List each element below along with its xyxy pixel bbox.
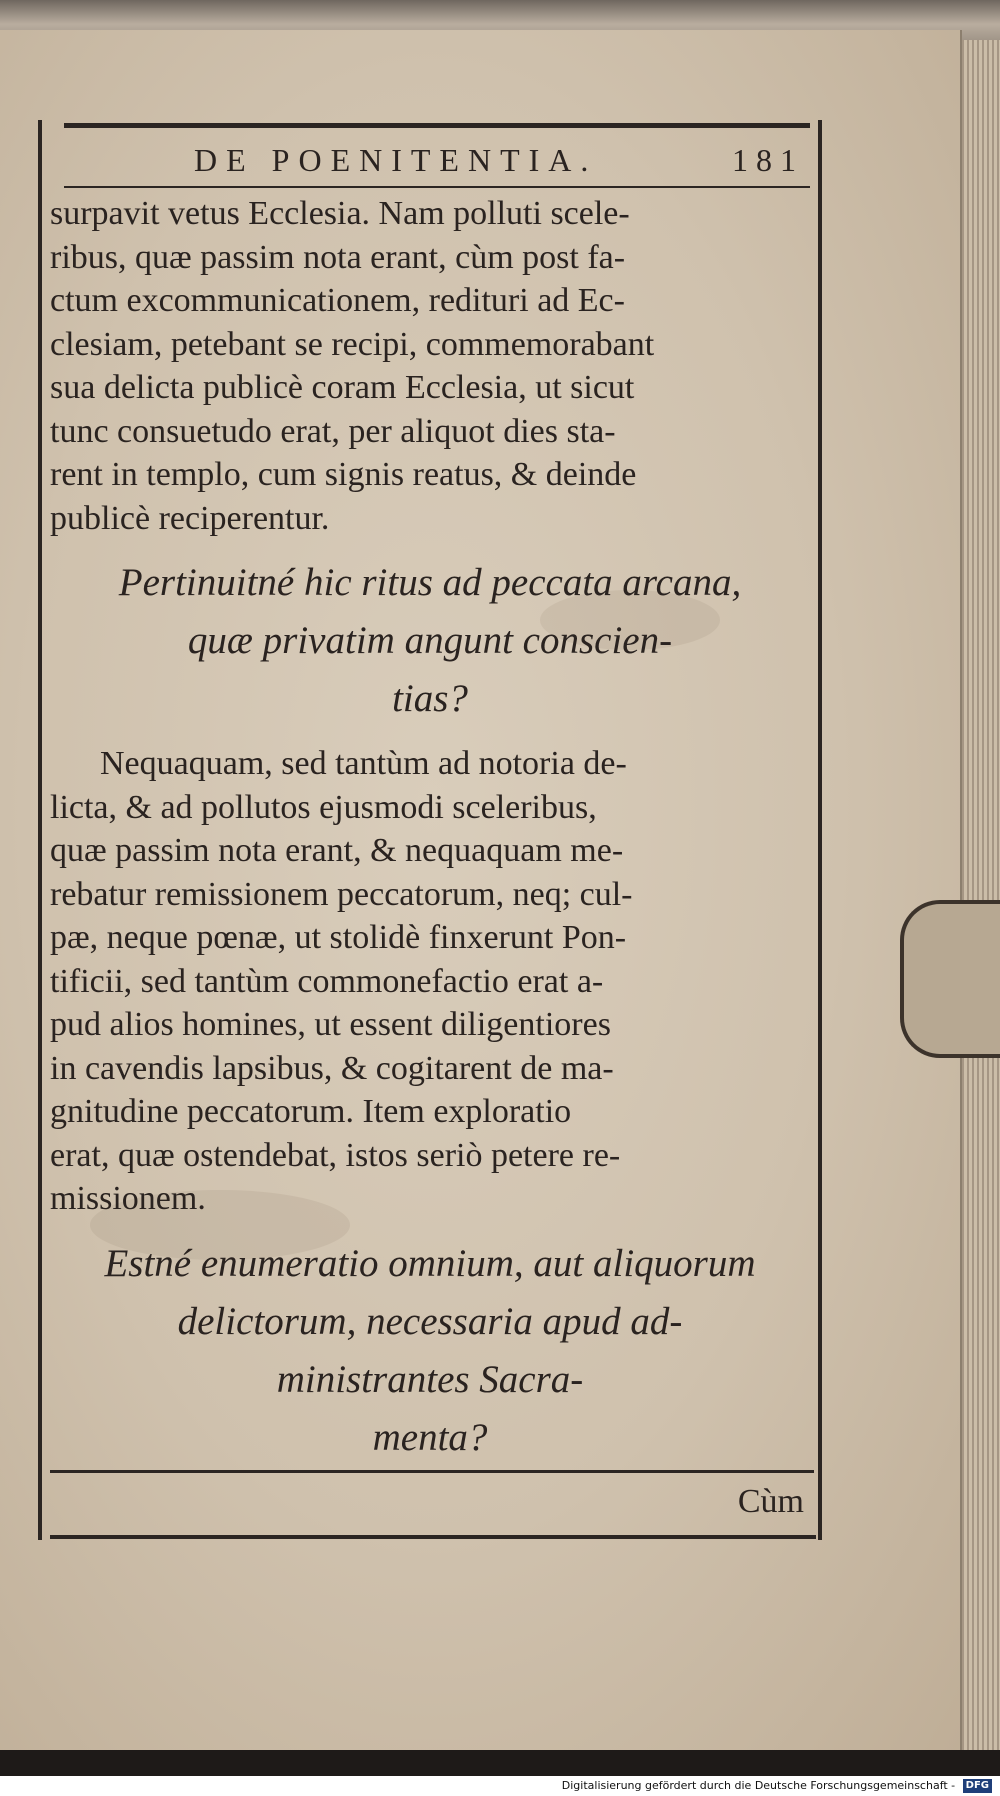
text-line: publicè reciperentur. bbox=[50, 499, 330, 537]
question-line: tias? bbox=[392, 677, 468, 720]
paragraph-2 bbox=[50, 742, 810, 1221]
digitization-footer bbox=[0, 1776, 1000, 1796]
question-heading-1 bbox=[50, 554, 810, 728]
question-line: ministrantes Sacra- bbox=[276, 1357, 584, 1401]
question-line: Estné enumeratio omnium, aut aliquorum bbox=[104, 1241, 756, 1285]
catchword: Cùm bbox=[737, 1483, 804, 1520]
text-line: licta, & ad pollutos ejusmodi sceleribus, bbox=[50, 788, 597, 826]
text-line: Nequaquam, sed tantùm ad notoria de- bbox=[100, 745, 627, 782]
text-line: clesiam, petebant se recipi, commemorabant bbox=[50, 325, 655, 363]
text-line: ctum excommunicationem, redituri ad Ec- bbox=[50, 282, 625, 319]
text-line: pud alios homines, ut essent diligentiores bbox=[50, 1006, 611, 1043]
text-line: erat, quæ ostendebat, istos seriò petere re- bbox=[50, 1136, 621, 1174]
text-line: rebatur remissionem peccatorum, neq; cul- bbox=[50, 875, 633, 913]
text-line: missionem. bbox=[50, 1180, 206, 1217]
footer-credit: Digitalisierung gefördert durch die Deutsche Forschungsgemeinschaft - bbox=[561, 1779, 956, 1792]
text-line: tificii, sed tantùm commonefactio erat a- bbox=[50, 962, 604, 1000]
text-line: sua delicta publicè coram Ecclesia, ut sicut bbox=[50, 369, 635, 406]
bottom-rule bbox=[50, 1470, 814, 1473]
text-line: gnitudine peccatorum. Item exploratio bbox=[50, 1093, 572, 1130]
running-head bbox=[64, 140, 810, 180]
question-line: quæ privatim angunt conscien- bbox=[187, 619, 673, 662]
question-line: menta? bbox=[372, 1415, 488, 1459]
scan-bottom-edge bbox=[0, 1750, 1000, 1776]
text-line: surpavit vetus Ecclesia. Nam polluti scele- bbox=[50, 195, 630, 232]
text-line: tunc consuetudo erat, per aliquot dies sta- bbox=[50, 412, 616, 450]
paragraph-1 bbox=[50, 192, 810, 540]
base-rule bbox=[50, 1535, 816, 1539]
text-line: pæ, neque pœnæ, ut stolidè finxerunt Pon- bbox=[50, 919, 627, 956]
text-line: in cavendis lapsibus, & cogitarent de ma- bbox=[50, 1049, 614, 1087]
question-line: Pertinuitné hic ritus ad peccata arcana, bbox=[118, 561, 742, 604]
text-line: ribus, quæ passim nota erant, cùm post fa- bbox=[50, 238, 626, 276]
question-heading-2 bbox=[50, 1235, 810, 1467]
text-line: rent in templo, cum signis reatus, & deinde bbox=[50, 456, 637, 493]
top-rule bbox=[64, 123, 810, 128]
body-text bbox=[50, 192, 810, 1467]
ribbon-tab bbox=[900, 900, 1000, 1058]
dfg-logo: DFG bbox=[963, 1779, 992, 1793]
question-line: delictorum, necessaria apud ad- bbox=[177, 1299, 683, 1343]
page-number: 181 bbox=[732, 142, 804, 178]
text-line: quæ passim nota erant, & nequaquam me- bbox=[50, 832, 624, 869]
head-rule bbox=[64, 186, 810, 188]
running-title: DE POENITENTIA. bbox=[194, 142, 598, 178]
